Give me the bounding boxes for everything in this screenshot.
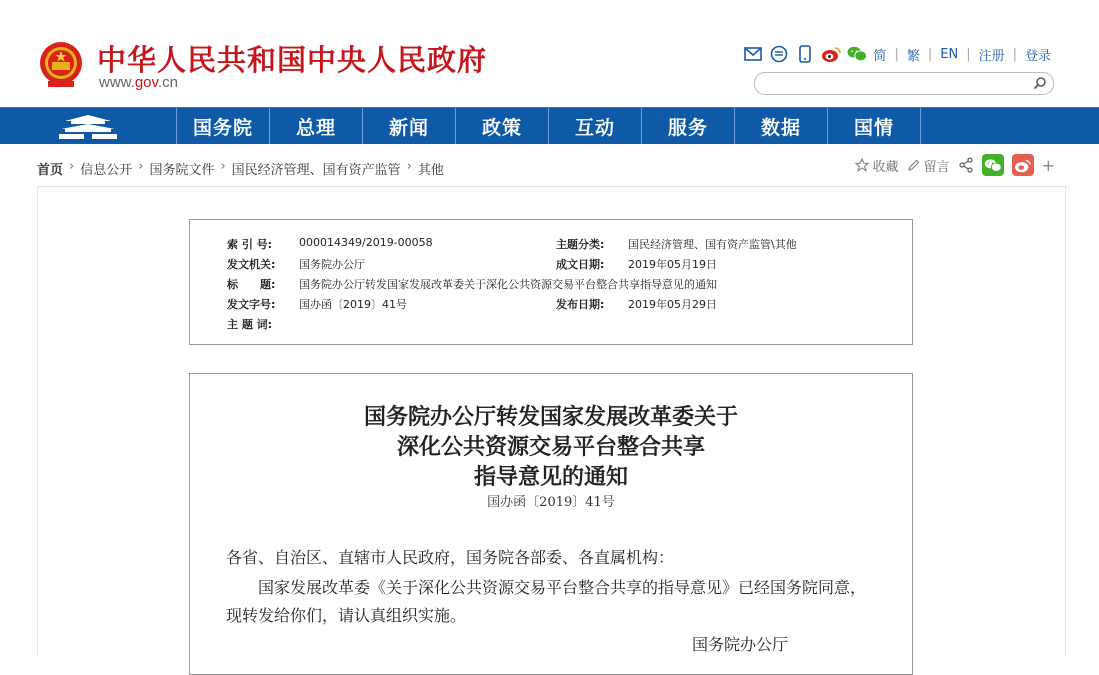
meta-topic-label: 主题分类:: [556, 238, 605, 251]
lang-simplified-link[interactable]: 简: [873, 48, 887, 64]
main-nav: [0, 107, 1099, 145]
site-title[interactable]: 中华人民共和国中央人民政府: [97, 43, 488, 77]
breadcrumb-item-info[interactable]: 信息公开: [80, 163, 133, 178]
comment-label: 留言: [923, 159, 950, 175]
page-tools: [855, 154, 1055, 176]
star-icon: [855, 158, 869, 172]
separator: |: [966, 46, 971, 62]
more-share-button[interactable]: +: [1041, 155, 1055, 175]
breadcrumb-item-home[interactable]: 首页: [37, 163, 64, 178]
login-link[interactable]: 登录: [1024, 48, 1051, 64]
document-title-line: 深化公共资源交易平台整合共享: [396, 434, 705, 460]
nav-item-national-info[interactable]: 国情: [828, 108, 921, 145]
document-metadata: [189, 219, 913, 345]
breadcrumb: [37, 159, 444, 178]
document-paragraph: 现转发给你们，请认真组织实施。: [226, 606, 467, 625]
share-icon: [958, 157, 974, 173]
document-title-line: 指导意见的通知: [473, 464, 628, 490]
meta-issuer-value: 国务院办公厅: [299, 258, 365, 271]
chevron-right-icon: ›: [220, 159, 226, 174]
breadcrumb-item-other[interactable]: 其他: [417, 163, 444, 178]
favorite-label: 收藏: [872, 159, 899, 175]
weibo-share-button[interactable]: [1012, 154, 1034, 176]
national-emblem-icon[interactable]: [38, 40, 84, 90]
document-signature: 国务院办公厅: [692, 635, 789, 654]
chevron-right-icon: ›: [69, 159, 75, 174]
nav-item-news[interactable]: 新闻: [363, 108, 456, 145]
separator: |: [1012, 46, 1017, 62]
wechat-icon[interactable]: [847, 44, 867, 64]
search-input[interactable]: [754, 72, 1054, 95]
document-body: [189, 373, 913, 675]
meta-docno-value: 国办函〔2019〕41号: [299, 298, 407, 311]
meta-published-label: 发布日期:: [556, 298, 605, 311]
breadcrumb-item-category[interactable]: 国民经济管理、国有资产监管: [231, 163, 401, 178]
chat-bubble-icon[interactable]: [769, 44, 789, 64]
site-url-prefix: www.: [99, 74, 135, 91]
pencil-icon: [907, 159, 920, 172]
nav-item-services[interactable]: 服务: [642, 108, 735, 145]
separator: |: [927, 46, 933, 62]
tiananmen-icon: [57, 114, 119, 140]
meta-created-label: 成文日期:: [556, 258, 605, 271]
share-button[interactable]: [958, 157, 974, 173]
meta-subject-value: 国务院办公厅转发国家发展改革委关于深化公共资源交易平台整合共享指导意见的通知: [299, 278, 717, 291]
site-url-domain: gov: [134, 74, 158, 91]
favorite-button[interactable]: [855, 156, 899, 175]
nav-item-state-council[interactable]: 国务院: [177, 108, 270, 145]
meta-issuer-label: 发文机关:: [227, 258, 276, 271]
nav-home[interactable]: [0, 108, 177, 145]
site-url: [99, 74, 178, 91]
document-addressee: 各省、自治区、直辖市人民政府，国务院各部委、各直属机构：: [226, 548, 675, 567]
weibo-icon: [1014, 158, 1031, 173]
document-paragraph: 国家发展改革委《关于深化公共资源交易平台整合共享的指导意见》已经国务院同意，: [258, 578, 867, 597]
nav-item-premier[interactable]: 总理: [270, 108, 363, 145]
separator: |: [894, 46, 899, 62]
lang-traditional-link[interactable]: 繁: [906, 48, 920, 64]
meta-created-value: 2019年05月19日: [628, 258, 717, 271]
lang-english-link[interactable]: EN: [940, 46, 959, 62]
chevron-right-icon: ›: [406, 159, 412, 174]
search-icon[interactable]: [1033, 76, 1047, 90]
meta-keywords-label: 主 题 词:: [227, 318, 273, 331]
site-url-suffix: .cn: [157, 74, 178, 91]
register-link[interactable]: 注册: [978, 48, 1005, 64]
document-title: [190, 402, 912, 492]
document-title-line: 国务院办公厅转发国家发展改革委关于: [363, 404, 738, 430]
site-header: [0, 0, 1099, 107]
nav-item-policy[interactable]: 政策: [456, 108, 549, 145]
meta-published-value: 2019年05月29日: [628, 298, 717, 311]
nav-item-interaction[interactable]: 互动: [549, 108, 642, 145]
document-number: 国办函〔2019〕41号: [487, 495, 615, 510]
chevron-right-icon: ›: [138, 159, 144, 174]
wechat-share-button[interactable]: [982, 154, 1004, 176]
meta-index-value: 000014349/2019-00058: [299, 236, 433, 249]
nav-item-data[interactable]: 数据: [735, 108, 828, 145]
weibo-icon[interactable]: [821, 44, 841, 64]
meta-subject-label: 标 题:: [227, 278, 276, 291]
breadcrumb-item-documents[interactable]: 国务院文件: [149, 163, 215, 178]
comment-button[interactable]: [907, 156, 950, 175]
wechat-icon: [984, 158, 1002, 173]
meta-topic-value: 国民经济管理、国有资产监管\其他: [628, 238, 797, 251]
breadcrumb-bar: [0, 144, 1099, 186]
mobile-icon[interactable]: [795, 44, 815, 64]
meta-docno-label: 发文字号:: [227, 298, 276, 311]
meta-index-label: 索 引 号:: [227, 238, 273, 251]
mail-icon[interactable]: [743, 44, 763, 64]
top-links: [743, 44, 1051, 64]
